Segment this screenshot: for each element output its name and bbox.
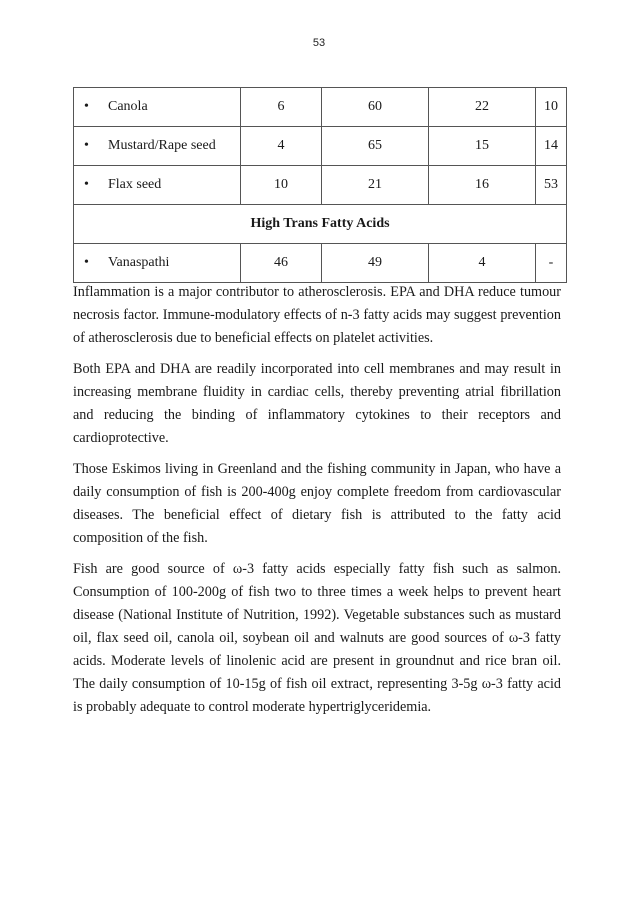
paragraph: Both EPA and DHA are readily incorporated into cell membranes and may result in increasing membrane fluidity in cardiac cells, thereby preventing atrial fibrillation and reducing the binding of inflammatory cytokines to their receptors and cardioprotective.: [73, 361, 561, 446]
bullet-icon: •: [84, 255, 89, 270]
table-cell: 16: [429, 166, 536, 205]
bullet-icon: •: [84, 177, 89, 192]
table-cell: 6: [241, 88, 322, 127]
bullet-icon: •: [84, 138, 89, 153]
body-text: [73, 281, 561, 727]
oil-name: Flax seed: [108, 177, 162, 192]
table-cell: 10: [536, 88, 567, 127]
paragraph: Inflammation is a major contributor to atherosclerosis. EPA and DHA reduce tumour necrosis factor. Immune-modulatory effects of n-3 fatty acids may suggest prevention of atherosclerosis due to beneficial effects on platelet activities.: [73, 284, 561, 346]
table-row: [74, 244, 567, 283]
paragraph: Fish are good source of ω-3 fatty acids especially fatty fish such as salmon. Consumption of 100-200g of fish two to three times a week helps to prevent heart disease (National Institute of Nutrition, 1992). Vegetable substances such as mustard oil, flax seed oil, canola oil, soybean oil and walnuts are good sources of ω-3 fatty acids. Moderate levels of linolenic acid are present in groundnut and rice bran oil. The daily consumption of 10-15g of fish oil extract, representing 3-5g ω-3 fatty acid is probably adequate to control moderate hypertriglyceridemia.: [73, 561, 561, 715]
table-row: [74, 88, 567, 127]
table-section-row: [74, 205, 567, 244]
oil-name: Vanaspathi: [108, 255, 170, 270]
oil-name: Mustard/Rape seed: [108, 138, 216, 153]
oil-name-cell: [74, 127, 241, 166]
section-heading: High Trans Fatty Acids: [74, 205, 567, 244]
table-cell: -: [536, 244, 567, 283]
table-row: [74, 166, 567, 205]
table-cell: 22: [429, 88, 536, 127]
table-cell: 4: [241, 127, 322, 166]
table-cell: 14: [536, 127, 567, 166]
oil-name: Canola: [108, 99, 148, 114]
table-cell: 15: [429, 127, 536, 166]
table-cell: 60: [322, 88, 429, 127]
page-number: 53: [312, 37, 326, 49]
oil-name-cell: [74, 166, 241, 205]
table-row: [74, 127, 567, 166]
table-cell: 4: [429, 244, 536, 283]
bullet-icon: •: [84, 99, 89, 114]
oil-name-cell: [74, 244, 241, 283]
table-cell: 10: [241, 166, 322, 205]
table-cell: 53: [536, 166, 567, 205]
oil-name-cell: [74, 88, 241, 127]
table-cell: 46: [241, 244, 322, 283]
fatty-acid-table: [73, 87, 567, 283]
table-cell: 49: [322, 244, 429, 283]
table-cell: 65: [322, 127, 429, 166]
paragraph: Those Eskimos living in Greenland and the fishing community in Japan, who have a daily consumption of fish is 200-400g enjoy complete freedom from cardiovascular diseases. The beneficial effect of dietary fish is attributed to the fatty acid composition of the fish.: [73, 461, 561, 546]
table-cell: 21: [322, 166, 429, 205]
